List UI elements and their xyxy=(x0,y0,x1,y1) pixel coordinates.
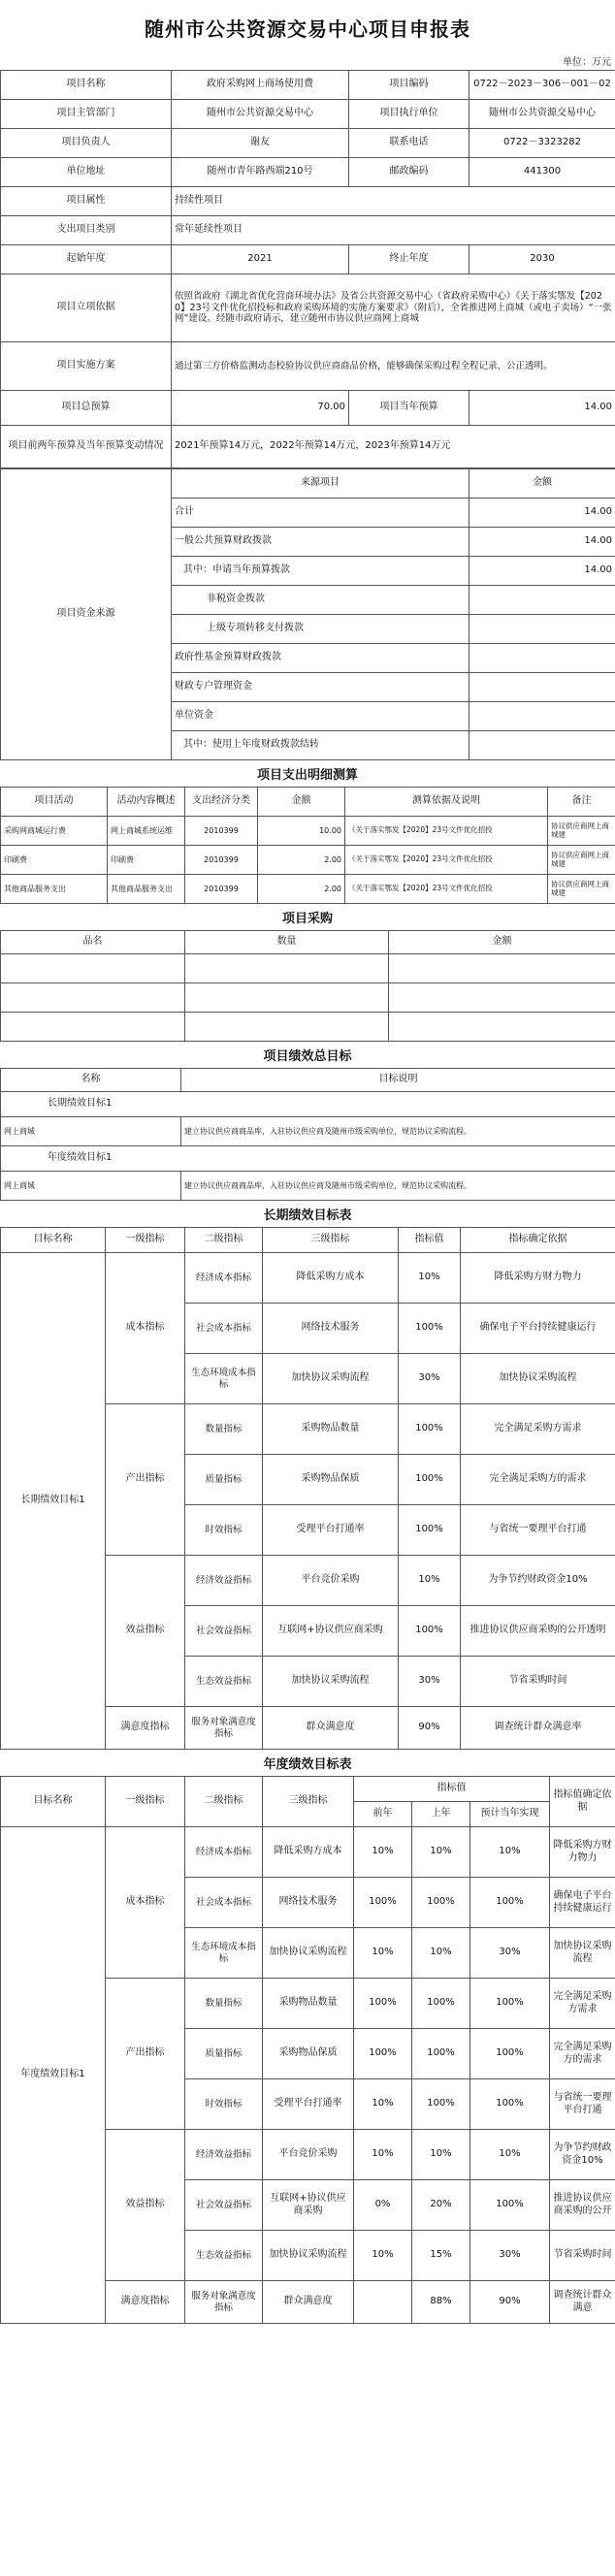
funding-source: 一般公共预算财政拨款 xyxy=(172,528,469,557)
year-value-prev2: 10% xyxy=(354,1928,412,1979)
long-header: 三级指标 xyxy=(263,1228,399,1253)
form-title: 随州市公共资源交易中心项目申报表 xyxy=(145,17,470,41)
long-value: 90% xyxy=(399,1707,461,1750)
expense-note: 协议供应商网上商城建 xyxy=(548,846,615,875)
year-basis: 节省采购时间 xyxy=(550,2231,615,2281)
year-subheader: 上年 xyxy=(412,1802,470,1827)
year-level1: 效益指标 xyxy=(106,2130,185,2281)
expense-econ: 2010399 xyxy=(185,846,258,875)
address-label: 单位地址 xyxy=(1,158,172,187)
year-header-value: 指标值 xyxy=(354,1777,550,1802)
long-level2: 经济成本指标 xyxy=(185,1253,263,1304)
long-header: 目标名称 xyxy=(1,1228,106,1253)
year-value-prev2: 10% xyxy=(354,2079,412,2130)
project-name: 政府采购网上商场使用费 xyxy=(172,71,349,100)
long-basis: 完全满足采购方需求 xyxy=(461,1404,615,1455)
year-value-prev1: 100% xyxy=(412,1979,470,2029)
long-level3: 加快协议采购流程 xyxy=(263,1354,399,1404)
prev-budget: 2021年预算14万元，2022年预算14万元，2023年预算14万元 xyxy=(172,426,615,468)
long-level3: 网络技术服务 xyxy=(263,1304,399,1354)
long-basis: 为争节约财政资金10% xyxy=(461,1556,615,1606)
year-value-current: 30% xyxy=(470,1928,550,1979)
year-value-prev1: 100% xyxy=(412,1878,470,1928)
expense-note: 协议供应商网上商城建 xyxy=(548,875,615,904)
year-level3: 采购物品数量 xyxy=(263,1979,354,2029)
year-level2: 经济成本指标 xyxy=(185,1827,263,1878)
long-value: 100% xyxy=(399,1455,461,1505)
long-level1: 产出指标 xyxy=(106,1404,185,1556)
year-level3: 采购物品保质 xyxy=(263,2029,354,2079)
expense-desc: 网上商城系统运维 xyxy=(108,817,185,846)
funding-amount: 14.00 xyxy=(469,528,615,557)
year-value-current: 100% xyxy=(470,1979,550,2029)
year-value-current: 90% xyxy=(470,2281,550,2324)
year-level2: 经济效益指标 xyxy=(185,2130,263,2180)
year-basis: 与省统一要理平台打通 xyxy=(550,2079,615,2130)
year-value-current: 10% xyxy=(470,2130,550,2180)
long-value: 100% xyxy=(399,1404,461,1455)
year-value-prev2: 10% xyxy=(354,2130,412,2180)
long-level2: 经济效益指标 xyxy=(185,1556,263,1606)
property: 持续性项目 xyxy=(172,187,615,216)
funding-amount xyxy=(469,702,615,731)
year-level3: 平台竞价采购 xyxy=(263,2130,354,2180)
procure-amount-header: 金额 xyxy=(389,931,615,954)
dept-label: 项目主管部门 xyxy=(1,100,172,129)
long-value: 100% xyxy=(399,1606,461,1657)
funding-source: 上级专项转移支付拨款 xyxy=(172,615,469,644)
project-info-table xyxy=(0,70,615,468)
expense-basis: 《关于落实鄂发【2020】23号文件优化招投 xyxy=(345,817,548,846)
year-value-prev2: 100% xyxy=(354,2029,412,2079)
funding-amount xyxy=(469,673,615,702)
expense-header: 备注 xyxy=(548,788,615,817)
year-level3: 降低采购方成本 xyxy=(263,1827,354,1878)
expense-desc: 其他商品服务支出 xyxy=(108,875,185,904)
project-name-label: 项目名称 xyxy=(1,71,172,100)
expense-header: 项目活动 xyxy=(1,788,108,817)
procure-qty-header: 数量 xyxy=(185,931,389,954)
expense-activity: 采购网商城运行费 xyxy=(1,817,108,846)
funding-label: 项目资金来源 xyxy=(1,469,172,760)
year-value-prev1: 88% xyxy=(412,2281,470,2324)
year-value-current: 100% xyxy=(470,2180,550,2231)
leader-label: 项目负责人 xyxy=(1,129,172,158)
year-header: 二级指标 xyxy=(185,1777,263,1827)
long-level2: 时效指标 xyxy=(185,1505,263,1556)
long-basis: 推进协议供应商采购的公开透明 xyxy=(461,1606,615,1657)
long-header: 指标确定依据 xyxy=(461,1228,615,1253)
year-value-prev1: 10% xyxy=(412,1928,470,1979)
funding-source: 政府性基金预算财政拨款 xyxy=(172,644,469,673)
prev-budget-label: 项目前两年预算及当年预算变动情况 xyxy=(1,426,172,468)
expense-row xyxy=(1,846,615,875)
project-code: 0722－2023－306－001－02 xyxy=(469,71,615,100)
long-level2: 服务对象满意度指标 xyxy=(185,1707,263,1750)
long-level1: 成本指标 xyxy=(106,1253,185,1404)
long-basis: 节省采购时间 xyxy=(461,1657,615,1707)
long-level3: 平台竞价采购 xyxy=(263,1556,399,1606)
year-level2: 生态效益指标 xyxy=(185,2231,263,2281)
year-budget-label: 项目当年预算 xyxy=(349,391,469,426)
procure-empty-row xyxy=(1,954,615,983)
funding-source: 非税资金拨款 xyxy=(172,586,469,615)
perf-long-name: 网上商城 xyxy=(1,1117,181,1146)
long-value: 30% xyxy=(399,1657,461,1707)
year-basis: 降低采购方财力物力 xyxy=(550,1827,615,1878)
long-level1: 满意度指标 xyxy=(106,1707,185,1750)
year-header: 一级指标 xyxy=(106,1777,185,1827)
year-value-current: 100% xyxy=(470,2029,550,2079)
funding-amount: 14.00 xyxy=(469,557,615,586)
long-value: 10% xyxy=(399,1556,461,1606)
perf-year-name: 网上商城 xyxy=(1,1172,181,1201)
year-basis: 为争节约财政资金10% xyxy=(550,2130,615,2180)
funding-amount xyxy=(469,615,615,644)
long-basis: 完全满足采购方的需求 xyxy=(461,1455,615,1505)
start-year-label: 起始年度 xyxy=(1,245,172,274)
year-value-current: 10% xyxy=(470,1827,550,1878)
year-value-prev1: 100% xyxy=(412,2079,470,2130)
perf-name-header: 名称 xyxy=(1,1069,181,1092)
funding-source: 合计 xyxy=(172,499,469,528)
long-level3: 加快协议采购流程 xyxy=(263,1657,399,1707)
long-value: 100% xyxy=(399,1304,461,1354)
expense-amount: 2.00 xyxy=(258,846,345,875)
year-level3: 群众满意度 xyxy=(263,2281,354,2324)
long-level2: 生态效益指标 xyxy=(185,1657,263,1707)
perf-desc-header: 目标说明 xyxy=(181,1069,615,1092)
year-perf-table xyxy=(0,1776,615,2324)
perf-overview-title: 项目绩效总目标 xyxy=(263,1049,352,1064)
year-value-prev2: 10% xyxy=(354,2231,412,2281)
total-budget-label: 项目总预算 xyxy=(1,391,172,426)
year-value-prev2: 10% xyxy=(354,1827,412,1878)
year-header: 三级指标 xyxy=(263,1777,354,1827)
expense-activity: 印刷费 xyxy=(1,846,108,875)
funding-source-header: 来源项目 xyxy=(172,469,469,499)
funding-amount xyxy=(469,644,615,673)
long-perf-table xyxy=(0,1227,615,1750)
long-value: 100% xyxy=(399,1505,461,1556)
long-level2: 数量指标 xyxy=(185,1404,263,1455)
basis-label: 项目立项依据 xyxy=(1,274,172,342)
procure-empty-row xyxy=(1,1013,615,1042)
year-basis: 推进协议供应商采购的公开 xyxy=(550,2180,615,2231)
expense-desc: 印刷费 xyxy=(108,846,185,875)
total-budget: 70.00 xyxy=(172,391,349,426)
year-value-prev1: 20% xyxy=(412,2180,470,2231)
perf-year-desc: 建立协议供应商商品库，入驻协议供应商及随州市级采购单位，规范协议采购流程。 xyxy=(181,1172,615,1201)
year-table-title: 年度绩效目标表 xyxy=(263,1757,352,1772)
unit-label: 单位：万元 xyxy=(563,57,611,68)
category: 常年延续性项目 xyxy=(172,216,615,245)
funding-amount: 14.00 xyxy=(469,499,615,528)
year-level3: 网络技术服务 xyxy=(263,1878,354,1928)
funding-amount xyxy=(469,731,615,760)
year-value-prev2: 0% xyxy=(354,2180,412,2231)
expense-table xyxy=(0,787,615,904)
implement-label: 项目实施方案 xyxy=(1,342,172,391)
long-value: 10% xyxy=(399,1253,461,1304)
expense-econ: 2010399 xyxy=(185,875,258,904)
long-level3: 群众满意度 xyxy=(263,1707,399,1750)
year-level1: 成本指标 xyxy=(106,1827,185,1979)
year-subheader: 预计当年实现 xyxy=(470,1802,550,1827)
funding-source: 其中：申请当年预算拨款 xyxy=(172,557,469,586)
year-level2: 服务对象满意度指标 xyxy=(185,2281,263,2324)
long-basis: 调查统计群众满意率 xyxy=(461,1707,615,1750)
phone: 0722－3323282 xyxy=(469,129,615,158)
procure-empty-row xyxy=(1,983,615,1013)
long-level3: 互联网+协议供应商采购 xyxy=(263,1606,399,1657)
year-level2: 社会成本指标 xyxy=(185,1878,263,1928)
long-table-title: 长期绩效目标表 xyxy=(263,1208,352,1223)
long-level3: 采购物品数量 xyxy=(263,1404,399,1455)
long-level3: 采购物品保质 xyxy=(263,1455,399,1505)
year-basis: 加快协议采购流程 xyxy=(550,1928,615,1979)
funding-source: 财政专户管理资金 xyxy=(172,673,469,702)
long-basis: 确保电子平台持续健康运行 xyxy=(461,1304,615,1354)
year-basis: 完全满足采购方的需求 xyxy=(550,2029,615,2079)
expense-activity: 其他商品服务支出 xyxy=(1,875,108,904)
year-row xyxy=(1,1827,615,1878)
expense-basis: 《关于落实鄂发【2020】23号文件优化招投 xyxy=(345,846,548,875)
long-header: 一级指标 xyxy=(106,1228,185,1253)
long-level2: 社会成本指标 xyxy=(185,1304,263,1354)
project-code-label: 项目编码 xyxy=(349,71,469,100)
long-level1: 效益指标 xyxy=(106,1556,185,1707)
year-subheader: 前年 xyxy=(354,1802,412,1827)
year-level2: 数量指标 xyxy=(185,1979,263,2029)
long-level3: 降低采购方成本 xyxy=(263,1253,399,1304)
long-header: 指标值 xyxy=(399,1228,461,1253)
year-value-current: 100% xyxy=(470,2079,550,2130)
address: 随州市青年路西端210号 xyxy=(172,158,349,187)
expense-row xyxy=(1,875,615,904)
year-basis: 完全满足采购方需求 xyxy=(550,1979,615,2029)
year-basis: 确保电子平台持续健康运行 xyxy=(550,1878,615,1928)
category-label: 支出项目类别 xyxy=(1,216,172,245)
dept: 随州市公共资源交易中心 xyxy=(172,100,349,129)
year-budget: 14.00 xyxy=(469,391,615,426)
year-value-current: 100% xyxy=(470,1878,550,1928)
leader: 谢友 xyxy=(172,129,349,158)
long-basis: 降低采购方财力物力 xyxy=(461,1253,615,1304)
perf-overview-table xyxy=(0,1068,615,1201)
year-value-current: 30% xyxy=(470,2231,550,2281)
year-level2: 社会效益指标 xyxy=(185,2180,263,2231)
procure-item-header: 品名 xyxy=(1,931,185,954)
expense-title: 项目支出明细测算 xyxy=(256,768,358,783)
year-level3: 加快协议采购流程 xyxy=(263,1928,354,1979)
year-level3: 加快协议采购流程 xyxy=(263,2231,354,2281)
expense-basis: 《关于落实鄂发【2020】23号文件优化招投 xyxy=(345,875,548,904)
long-level2: 生态环境成本指标 xyxy=(185,1354,263,1404)
long-row xyxy=(1,1253,615,1304)
funding-table xyxy=(0,468,615,760)
long-basis: 加快协议采购流程 xyxy=(461,1354,615,1404)
long-level2: 质量指标 xyxy=(185,1455,263,1505)
expense-header: 支出经济分类 xyxy=(185,788,258,817)
year-level3: 互联网+协议供应商采购 xyxy=(263,2180,354,2231)
year-level1: 满意度指标 xyxy=(106,2281,185,2324)
funding-source: 其中：使用上年度财政拨款结转 xyxy=(172,731,469,760)
expense-note: 协议供应商网上商城建 xyxy=(548,817,615,846)
expense-econ: 2010399 xyxy=(185,817,258,846)
long-level3: 受理平台打通率 xyxy=(263,1505,399,1556)
year-value-prev1: 10% xyxy=(412,2130,470,2180)
procure-table xyxy=(0,930,615,1042)
property-label: 项目属性 xyxy=(1,187,172,216)
year-level1: 产出指标 xyxy=(106,1979,185,2130)
long-level2: 社会效益指标 xyxy=(185,1606,263,1657)
expense-row xyxy=(1,817,615,846)
procure-title: 项目采购 xyxy=(281,912,333,926)
start-year: 2021 xyxy=(172,245,349,274)
postcode: 441300 xyxy=(469,158,615,187)
end-year-label: 终止年度 xyxy=(349,245,469,274)
year-level2: 时效指标 xyxy=(185,2079,263,2130)
implement: 通过第三方价格监测动态校验协议供应商商品价格，能够确保采购过程全程记录、公正透明。 xyxy=(172,342,615,391)
expense-amount: 2.00 xyxy=(258,875,345,904)
funding-amount-header: 金额 xyxy=(469,469,615,499)
perf-year-label: 年度绩效目标1 xyxy=(1,1146,615,1172)
basis: 依照省政府《湖北省优化营商环境办法》及省公共资源交易中心（省政府采购中心）《关于落实鄂发【2020】23号文件优化招投标和政府采购环境的实施方案要求》（附后），全省推进网上商城（或电子卖场）“一张网”建设。经随市政府请示，建立随州市协议供应商网上商城 xyxy=(172,274,615,342)
year-level2: 质量指标 xyxy=(185,2029,263,2079)
year-basis: 调查统计群众满意 xyxy=(550,2281,615,2324)
year-value-prev2: 100% xyxy=(354,1878,412,1928)
year-level2: 生态环境成本指标 xyxy=(185,1928,263,1979)
expense-header: 测算依据及说明 xyxy=(345,788,548,817)
long-header: 二级指标 xyxy=(185,1228,263,1253)
funding-source: 单位资金 xyxy=(172,702,469,731)
long-basis: 与省统一要理平台打通 xyxy=(461,1505,615,1556)
long-target-name: 长期绩效目标1 xyxy=(1,1253,106,1750)
end-year: 2030 xyxy=(469,245,615,274)
year-level3: 受理平台打通率 xyxy=(263,2079,354,2130)
exec-label: 项目执行单位 xyxy=(349,100,469,129)
postcode-label: 邮政编码 xyxy=(349,158,469,187)
year-value-prev2: 100% xyxy=(354,1979,412,2029)
year-header: 指标值确定依据 xyxy=(550,1777,615,1827)
phone-label: 联系电话 xyxy=(349,129,469,158)
funding-amount xyxy=(469,586,615,615)
long-value: 30% xyxy=(399,1354,461,1404)
exec: 随州市公共资源交易中心 xyxy=(469,100,615,129)
expense-header: 金额 xyxy=(258,788,345,817)
perf-long-label: 长期绩效目标1 xyxy=(1,1092,615,1117)
perf-long-desc: 建立协议供应商商品库，入驻协议供应商及随州市级采购单位，规范协议采购流程。 xyxy=(181,1117,615,1146)
year-value-prev1: 15% xyxy=(412,2231,470,2281)
year-header: 目标名称 xyxy=(1,1777,106,1827)
year-value-prev1: 100% xyxy=(412,2029,470,2079)
year-target-name: 年度绩效目标1 xyxy=(1,1827,106,2324)
expense-header: 活动内容概述 xyxy=(108,788,185,817)
expense-amount: 10.00 xyxy=(258,817,345,846)
year-value-prev1: 10% xyxy=(412,1827,470,1878)
year-value-prev2 xyxy=(354,2281,412,2324)
